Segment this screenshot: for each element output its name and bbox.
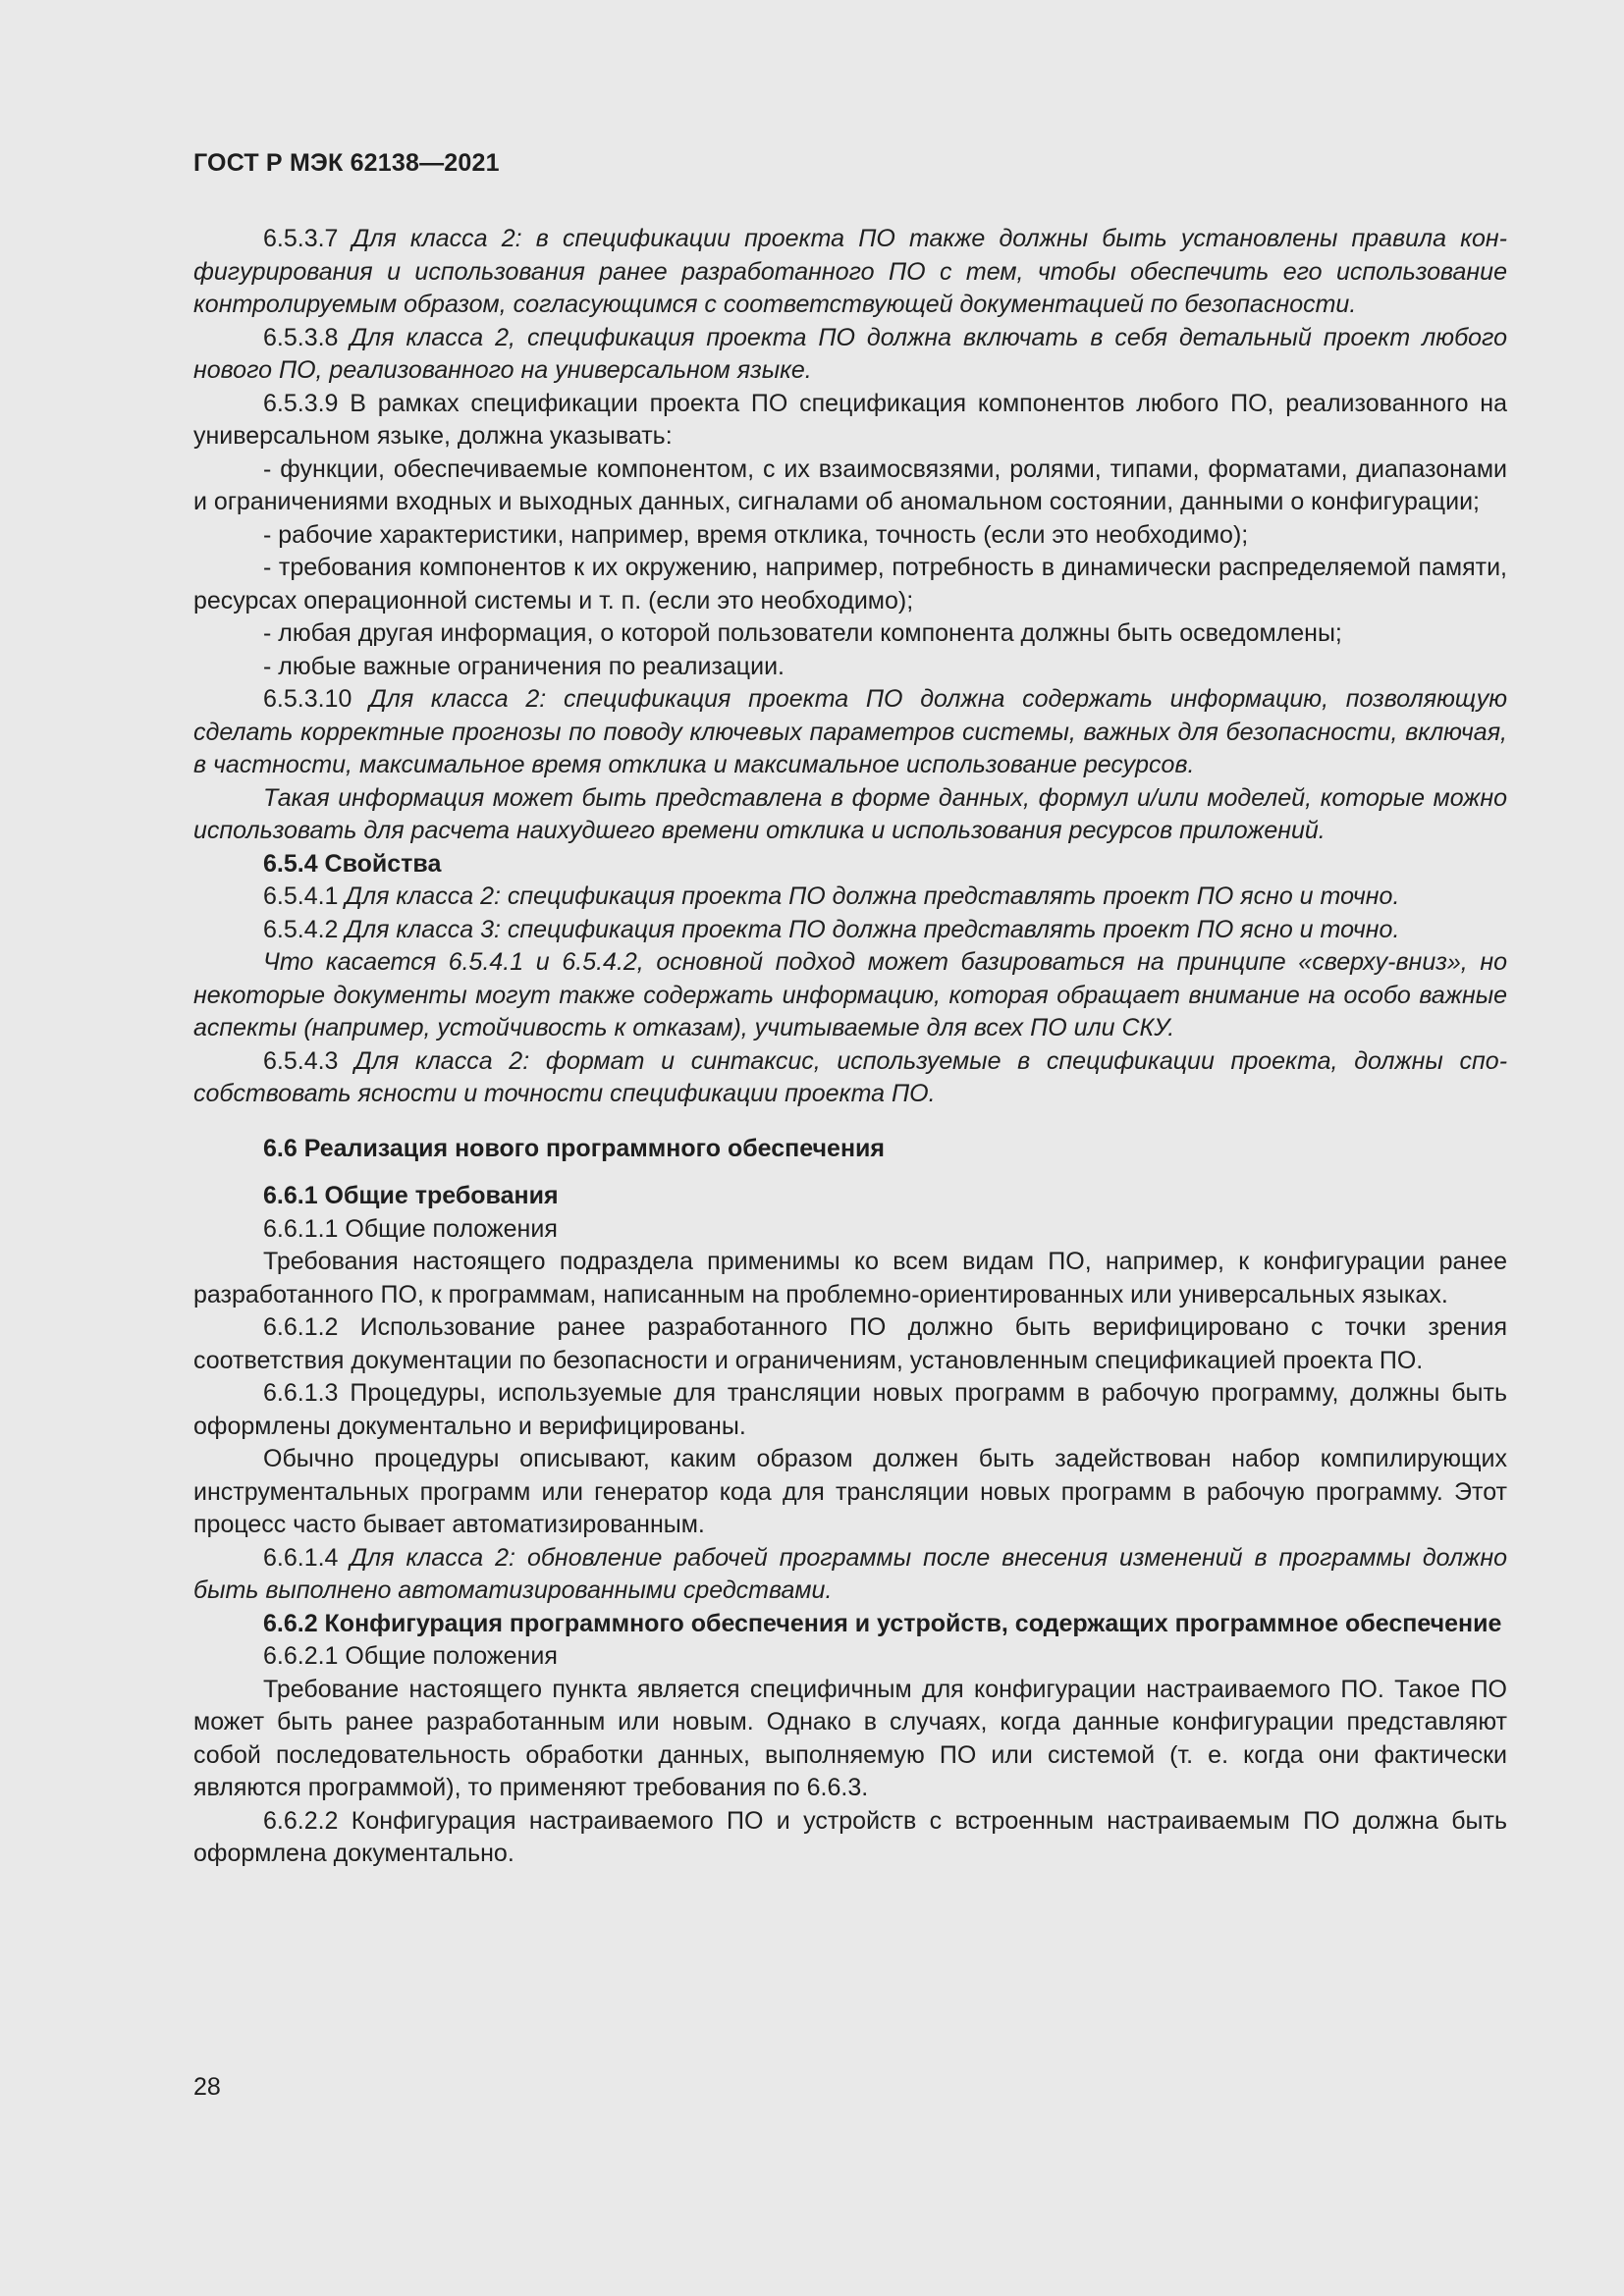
clause-number: 6.5.3.7	[263, 225, 339, 252]
clause-number: 6.6.1.4	[263, 1543, 339, 1572]
list-item-environment: - требования компонентов к их окружению, например, потребность в динамически распределяемой памяти, ресурсах операционной системы и т. п. (если это необходимо);	[193, 554, 1507, 614]
page-content	[193, 223, 1507, 1871]
clause-6-5-3-9: 6.5.3.9 В рамках спецификации проекта ПО спецификация компонентов любого ПО, реализованного на универсальном языке, должна указывать:	[193, 389, 1507, 450]
note-paragraph: Такая информация может быть представлена в форме данных, формул и/или моделей, которые можно использовать для расчета наихудшего времени отклика и использования ресурсов приложений.	[193, 783, 1507, 844]
list-item-constraints: - любые важные ограничения по реализации.	[263, 652, 785, 680]
note-paragraph: Что касается 6.5.4.1 и 6.5.4.2, основной подход может базироваться на принципе «сверху-вниз», но некоторые документы могут также содержать информацию, которая обращает внимание на особо важные аспекты (например, устойчивость к отказам), учитываемые для всех ПО или СКУ.	[193, 948, 1507, 1041]
clause-6-5-3-10	[193, 683, 1507, 782]
body-paragraph: Требование настоящего пункта является специфичным для конфигурации настраиваемого ПО. Такое ПО может быть ранее разработанным или новым. Однако в случаях, когда данные конфигурации представляют собой последовательность обработки данных, выполняемую ПО или системой (т. е. когда они фактически являются программой), то применяют требования по 6.6.3.	[193, 1675, 1507, 1801]
clause-text: Для класса 2: спецификация проекта ПО должна представлять проект ПО ясно и точно.	[345, 882, 1400, 910]
heading-6-6-1: 6.6.1 Общие требования	[263, 1182, 559, 1209]
heading-6-6: 6.6 Реализация нового программного обеспечения	[263, 1134, 885, 1162]
clause-number: 6.5.4.1	[263, 882, 339, 910]
body-paragraph: Требования настоящего подраздела применимы ко всем видам ПО, например, к конфигурации ранее разработанного ПО, к программам, написанным на проблемно-ориентированных или универсальных языках.	[193, 1248, 1507, 1308]
page-number: 28	[193, 2073, 221, 2101]
standard-header: ГОСТ Р МЭК 62138—2021	[193, 149, 500, 177]
clause-text: Для класса 3: спецификация проекта ПО должна представлять проект ПО ясно и точно.	[345, 915, 1400, 943]
clause-6-6-1-2: 6.6.1.2 Использование ранее разработанного ПО должно быть верифицировано с точки зрения соответствия документации по безопасности и ограничениям, установленным спецификацией проекта ПО.	[193, 1313, 1507, 1374]
clause-6-6-1-4	[193, 1542, 1507, 1608]
clause-6-5-3-8	[193, 322, 1507, 388]
clause-text: Для класса 2: формат и синтаксис, используемые в спецификации проекта, должны способствовать ясности и точности спецификации проекта ПО.	[193, 1046, 1508, 1107]
clause-6-5-4-2	[193, 914, 1507, 947]
list-item-functions: - функции, обеспечиваемые компонентом, с их взаимосвязями, ролями, типами, форматами, диапазонами и ограничениями входных и выходных данных, сигналами об аномальном состоянии, данными о конфигурации;	[193, 454, 1507, 515]
list-item-performance: - рабочие характеристики, например, время отклика, точность (если это необходимо);	[263, 520, 1249, 549]
list-item-other-info: - любая другая информация, о которой пользователи компонента должны быть осведомлены;	[263, 619, 1342, 647]
clause-6-6-2-2: 6.6.2.2 Конфигурация настраиваемого ПО и устройств с встроенным настраиваемым ПО должна быть оформлена документально.	[193, 1806, 1507, 1867]
clause-6-5-4-1	[193, 881, 1507, 914]
clause-6-5-3-7	[193, 223, 1507, 322]
clause-number: 6.5.3.10	[263, 685, 352, 713]
body-paragraph: Обычно процедуры описывают, каким образом должен быть задействован набор компилирующих инструментальных программ или генератор кода для трансляции новых программ в рабочую программу. Этот процесс часто бывает автоматизированным.	[193, 1445, 1507, 1538]
clause-number: 6.5.4.2	[263, 915, 339, 943]
clause-number: 6.5.4.3	[263, 1046, 339, 1075]
clause-text: Для класса 2: спецификация проекта ПО должна содержать информацию, позволяющую сделать корректные прогнозы по поводу ключевых параметров системы, важных для безопасности, включая, в частности, максимальное время отклика и максимальное использование ресурсов.	[193, 685, 1508, 778]
clause-text: Для класса 2: обновление рабочей программы после внесения изменений в программы должно быть выполнено автоматизированными средствами.	[193, 1543, 1508, 1604]
clause-6-6-1-3: 6.6.1.3 Процедуры, используемые для трансляции новых программ в рабочую программу, должны быть оформлены документально и верифицированы.	[193, 1379, 1507, 1440]
heading-6-5-4: 6.5.4 Свойства	[263, 849, 442, 878]
clause-number: 6.5.3.8	[263, 323, 339, 351]
heading-6-6-2: 6.6.2 Конфигурация программного обеспечения и устройств, содержащих программное обеспечение	[263, 1609, 1502, 1637]
clause-6-6-2-1: 6.6.2.1 Общие положения	[263, 1642, 558, 1670]
clause-6-5-4-3	[193, 1045, 1507, 1111]
clause-text: Для класса 2: в спецификации проекта ПО также должны быть установлены правила конфигурирования и использования ранее разработанного ПО с тем, чтобы обеспечить его использование контролируемым образом, согласующимся с соответствующей документацией по безопасности.	[193, 225, 1507, 318]
clause-6-6-1-1: 6.6.1.1 Общие положения	[263, 1214, 558, 1243]
clause-text: Для класса 2, спецификация проекта ПО должна включать в себя детальный проект любого нового ПО, реализованного на универсальном языке.	[193, 323, 1507, 384]
